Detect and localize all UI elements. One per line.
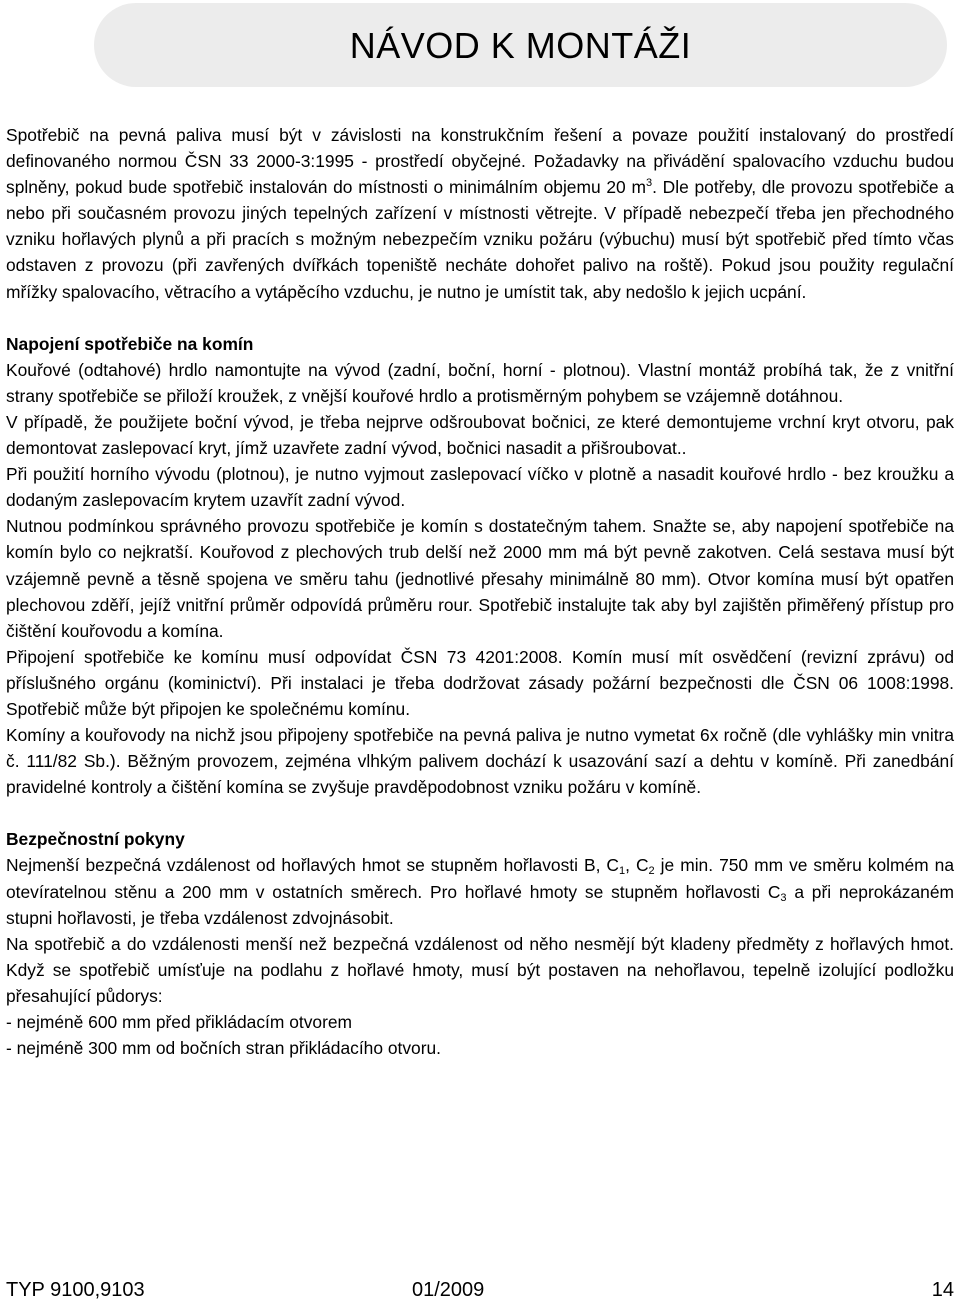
spacer [6, 800, 954, 826]
spacer [6, 305, 954, 331]
chimney-paragraph-3: Při použití horního vývodu (plotnou), je nutno vyjmout zaslepovací víčko v plotně a nasadit kouřové hrdlo - bez kroužku a dodaným zaslepovacím krytem uzavřít zadní vývod. [6, 464, 954, 511]
chimney-paragraph-5: Připojení spotřebiče ke komínu musí odpovídat ČSN 73 4201:2008. Komín musí mít osvědčení (revizní zprávu) od příslušného orgánu (kominictví). Při instalaci je třeba dodržovat zásady požární bezpečnosti dle ČSN 06 1008:1998. Spotřebič může být připojen ke společnému komínu. [6, 646, 954, 719]
safety-paragraph-2: Na spotřebič a do vzdálenosti menší než bezpečná vzdálenost od něho nesmějí být kladeny předměty z hořlavých hmot. Když se spotřebič umísťuje na podlahu z hořlavé hmoty, musí být postaven na nehořlavou, tepelně izolující podložku přesahující půdorys: [6, 933, 954, 1006]
intro-paragraph [6, 122, 954, 305]
intro-text-a: Spotřebič na pevná paliva musí být v závislosti na konstrukčním řešení a povaze použití instalovaný do prostředí definovaného normou ČSN 33 2000-3:1995 - prostředí obyčejné. Požadavky na přivádění spalovacího vzduchu budou splněny, pokud bude spotřebič instalován do místnosti o minimálním objemu 20 m [6, 125, 954, 198]
safety-text-b: , C [625, 855, 649, 876]
safety-text-a: Nejmenší bezpečná vzdálenost od hořlavých hmot se stupněm hořlavosti B, C [6, 855, 619, 876]
chimney-paragraph-4: Nutnou podmínkou správného provozu spotřebiče je komín s dostatečným tahem. Snažte se, aby napojení spotřebiče na komín bylo co nejkratší. Kouřovod z plechových trub delší než 2000 mm má být pevně zakotven. Celá sestava musí být vzájemně pevně a těsně spojena ve směru tahu (jednotlivé přesahy minimálně 80 mm). Otvor komína musí být opatřen plechovou zděří, jejíž vnitřní průměr odpovídá průměru rour. Spotřebič instalujte tak aby byl zajištěn přiměřený přístup pro čištění kouřovodu a komína. [6, 516, 954, 641]
footer-date: 01/2009 [412, 1279, 485, 1301]
safety-text-c: je min. 750 mm ve směru kolmém na otevíratelnou stěnu a 200 mm v ostatních směrech. Pro hořlavé hmoty se stupněm hořlavosti C [6, 855, 954, 902]
subscript-1: 1 [619, 865, 626, 878]
safety-text-d: a při neprokázaném stupni hořlavosti, je třeba vzdálenost zdvojnásobit. [6, 881, 954, 928]
intro-text-b: . Dle potřeby, dle provozu spotřebiče a nebo při současném provozu jiných tepelných zařízení v místnosti větrejte. V případě nebezpečí třeba jen přechodného vzniku hořlavých plynů a při pracích s možným nebezpečím vzniku požáru (výbuchu) musí být spotřebič před tímto včas odstaven z provozu (při zavřených dvířkách topeniště necháte dohořet palivo na roště). Pokud jsou použity regulační mřížky spalovacího, větracího a vytápěcího vzduchu, je nutno je umístit tak, aby nedošlo k jejich ucpání. [6, 177, 955, 302]
safety-paragraph-1 [6, 852, 954, 930]
safety-list-item-2: - nejméně 300 mm od bočních stran přikládacího otvoru. [6, 1038, 441, 1059]
page-title: NÁVOD K MONTÁŽI [349, 25, 692, 66]
chimney-paragraph-2: V případě, že použijete boční vývod, je třeba nejprve odšroubovat bočnici, ze které demontujeme vrchní kryt otvoru, pak demontovat zaslepovací kryt, jímž uzavřete zadní vývod, bočnici nasadit a přišroubovat.. [6, 411, 954, 459]
section-heading-chimney: Napojení spotřebiče na komín [6, 333, 254, 354]
superscript-3: 3 [645, 177, 653, 190]
subscript-3: 3 [780, 891, 787, 904]
chimney-paragraph-1: Kouřové (odtahové) hrdlo namontujte na vývod (zadní, boční, horní - plotnou). Vlastní montáž probíhá tak, že z vnitřní strany spotřebiče se přiloží kroužek, z vnější kouřové hrdlo a protisměrným pohybem se vzájemně dotáhnou. [6, 359, 954, 406]
chimney-paragraph-6: Komíny a kouřovody na nichž jsou připojeny spotřebiče na pevná paliva je nutno vymetat 6x ročně (dle vyhlášky min vnitra č. 111/82 Sb.). Běžným provozem, zejména vlhkým palivem dochází k usazování sazí a dehtu v komíně. Při zanedbání pravidelné kontroly a čištění komína se zvyšuje pravděpodobnost vzniku požáru v komíně. [6, 725, 954, 798]
safety-list-item-1: - nejméně 600 mm před přikládacím otvorem [6, 1012, 353, 1032]
subscript-2: 2 [648, 865, 655, 878]
title-banner [94, 3, 947, 87]
footer-model: TYP 9100,9103 [6, 1279, 145, 1301]
section-heading-safety: Bezpečnostní pokyny [6, 829, 185, 850]
document-body [6, 122, 954, 1061]
footer-page-number: 14 [931, 1279, 954, 1301]
